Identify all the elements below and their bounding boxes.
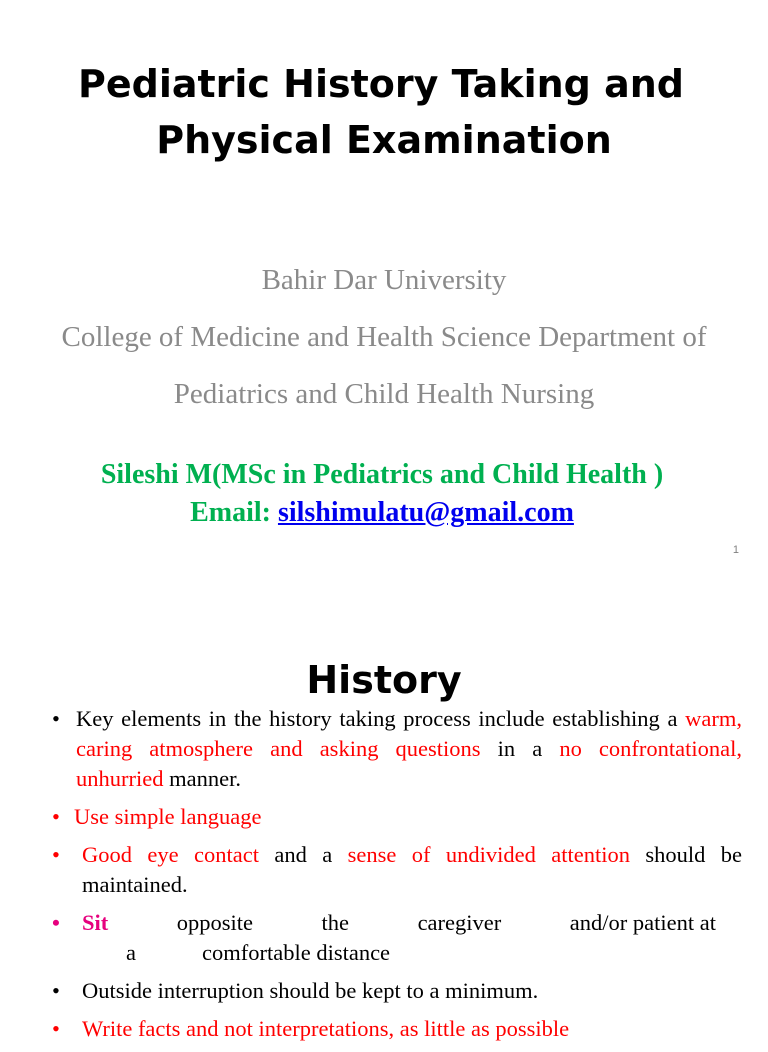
author-email-line — [0, 494, 764, 532]
list-item — [48, 704, 742, 794]
bullet-text: comfortable distance — [202, 940, 391, 965]
title-line-1: Pediatric History Taking and — [78, 62, 684, 106]
list-item — [48, 840, 742, 900]
section-title: History — [306, 657, 462, 702]
bullet-text: the — [321, 910, 350, 935]
list-item — [48, 1014, 742, 1044]
emphasis-text: no confrontational, unhurried — [76, 736, 742, 791]
university-name: Bahir Dar University — [261, 264, 507, 296]
emphasis-text: warm, caring atmosphere and asking questions — [76, 706, 742, 761]
page-number: 1 — [732, 544, 739, 556]
list-item — [48, 976, 742, 1006]
college-department: College of Medicine and Health Science Department of — [61, 321, 707, 353]
department-name: Pediatrics and Child Health Nursing — [173, 378, 595, 410]
email-label: Email: — [190, 497, 278, 528]
email-link[interactable]: silshimulatu@gmail.com — [277, 497, 574, 528]
title-line-2: Physical Examination — [156, 118, 612, 162]
bullet-dot: • — [52, 1016, 60, 1041]
institution-subtitle — [0, 252, 768, 423]
bullet-list — [48, 704, 742, 1052]
bullet-dot: • — [52, 842, 60, 867]
bullet-dot: • — [52, 706, 60, 731]
emphasis-text: Sit — [82, 910, 109, 935]
bullet-text: manner. — [163, 766, 241, 791]
emphasis-text: sense of undivided attention — [347, 842, 630, 867]
bullet-text: and a — [258, 842, 348, 867]
bullet-dot: • — [52, 978, 60, 1003]
bullet-text: caregiver — [417, 910, 502, 935]
author-name: Sileshi M(MSc in Pediatrics and Child Health ) — [100, 459, 664, 490]
bullet-text: Outside interruption should be kept to a minimum. — [82, 978, 539, 1003]
emphasis-text: Good eye contact — [82, 842, 259, 867]
list-item — [48, 908, 742, 968]
history-slide — [0, 566, 768, 1041]
bullet-text: Key elements in the history taking process include establishing a — [76, 706, 686, 731]
bullet-text: Write facts and not interpretations, as little as possible — [82, 1016, 570, 1041]
author-block — [0, 456, 764, 532]
bullet-dot: • — [52, 910, 60, 935]
bullet-text: should be maintained. — [82, 842, 742, 897]
bullet-text: Use simple language — [74, 804, 262, 829]
bullet-text: in a — [480, 736, 560, 761]
bullet-dot: • — [52, 804, 60, 829]
presentation-title — [20, 56, 748, 168]
bullet-text: a — [126, 940, 136, 965]
bullet-text: and/or patient at — [569, 910, 716, 935]
list-item — [48, 802, 742, 832]
bullet-text: opposite — [176, 910, 254, 935]
